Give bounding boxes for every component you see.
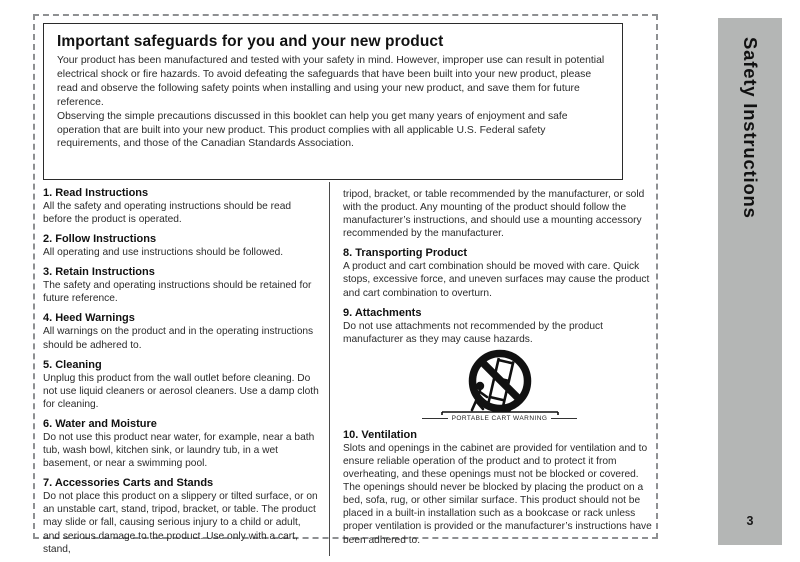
safeguards-title: Important safeguards for you and your new product: [57, 33, 444, 50]
section-transporting-product: [343, 247, 656, 299]
section-title: 9. Attachments: [343, 306, 422, 319]
section-body: Slots and openings in the cabinet are provided for ventilation and to ensure reliable operation of the product and to protect it from overheating, and these openings must not be blocked or covered. The openings should never be blocked by placing the product on a bed, sofa, rug, or other similar surface. This product should not be placed in a built-in installation such as a bookcase or rack unless proper ventilation is provided or the manufacturer’s instructions have been adhered to.: [343, 442, 652, 546]
chapter-sidebar: [718, 18, 782, 545]
section-attachments: [343, 307, 656, 346]
portable-cart-warning-figure: [343, 349, 656, 422]
section-title: 2. Follow Instructions: [43, 233, 157, 246]
section-body: A product and cart combination should be moved with care. Quick stops, excessive force, and uneven surfaces may cause the product and cart combination to overturn.: [343, 261, 650, 299]
section-body: Do not place this product on a slippery or tilted surface, or on an unstable cart, stand, tripod, bracket, or table. The product may slide or fall, causing serious injury to a child or adult, and serious damage to the product. Use only with a cart, stand,: [43, 491, 318, 555]
page-number: 3: [746, 514, 754, 528]
section-retain-instructions: [43, 266, 320, 305]
section-title: 1. Read Instructions: [43, 187, 149, 199]
caption-rule-left: [422, 418, 448, 419]
safeguards-paragraph-2: Observing the simple precautions discussed in this booklet can help you get many years of enjoyment and safe operation that are built into your new product. This product complies with all applicable U.S. Federal safety requirements, and those of the Canadian Standards Association.: [57, 110, 568, 150]
carts-stands-continuation: tripod, bracket, or table recommended by the manufacturer, or sold with the product. Any mounting of the product should follow the manufacturer’s instructions, and should use a mounting accessory recommended by the manufacturer.: [343, 189, 645, 240]
instruction-columns: [43, 182, 656, 556]
section-title: 6. Water and Moisture: [43, 417, 157, 430]
right-column: [330, 182, 656, 556]
section-body: All the safety and operating instructions should be read before the product is operated.: [43, 201, 292, 226]
section-title: 3. Retain Instructions: [43, 266, 155, 279]
section-body: All operating and use instructions should be followed.: [43, 247, 284, 259]
section-body: All warnings on the product and in the operating instructions should be adhered to.: [43, 326, 314, 351]
safeguards-paragraph-1: Your product has been manufactured and tested with your safety in mind. However, improper use can result in potential electrical shock or fire hazards. To avoid defeating the safeguards that have been built into your new product, please read and observe the following safety points when installing and using your new product, and save them for future reference.: [57, 55, 605, 108]
section-title: 5. Cleaning: [43, 358, 102, 371]
section-body: Do not use this product near water, for example, near a bath tub, wash bowl, kitchen sink, or laundry tub, in a wet basement, or near a swimming pool.: [43, 431, 315, 470]
section-body: The safety and operating instructions should be retained for future reference.: [43, 280, 312, 305]
important-safeguards-box: [43, 23, 623, 180]
chapter-title-vertical: Safety Instructions: [740, 37, 761, 219]
caption-rule-right: [551, 418, 577, 419]
section-accessories-carts-stands: [43, 477, 320, 555]
cart-caption-row: [343, 415, 656, 422]
section-title: 4. Heed Warnings: [43, 312, 135, 325]
cart-warning-caption: PORTABLE CART WARNING: [451, 414, 548, 422]
section-body: Do not use attachments not recommended by the product manufacturer as they may cause hazards.: [343, 320, 603, 345]
section-water-and-moisture: [43, 418, 320, 470]
section-heed-warnings: [43, 312, 320, 351]
portable-cart-warning-icon: [434, 349, 566, 417]
section-read-instructions: [43, 187, 320, 226]
section-follow-instructions: [43, 233, 320, 259]
section-ventilation: [343, 429, 656, 547]
left-column: [43, 182, 330, 556]
section-title: 10. Ventilation: [343, 428, 417, 441]
section-title: 8. Transporting Product: [343, 247, 468, 260]
section-body: Unplug this product from the wall outlet before cleaning. Do not use liquid cleaners or aerosol cleaners. Use a damp cloth for cleaning.: [43, 372, 319, 410]
section-cleaning: [43, 359, 320, 411]
section-title: 7. Accessories Carts and Stands: [43, 477, 214, 490]
